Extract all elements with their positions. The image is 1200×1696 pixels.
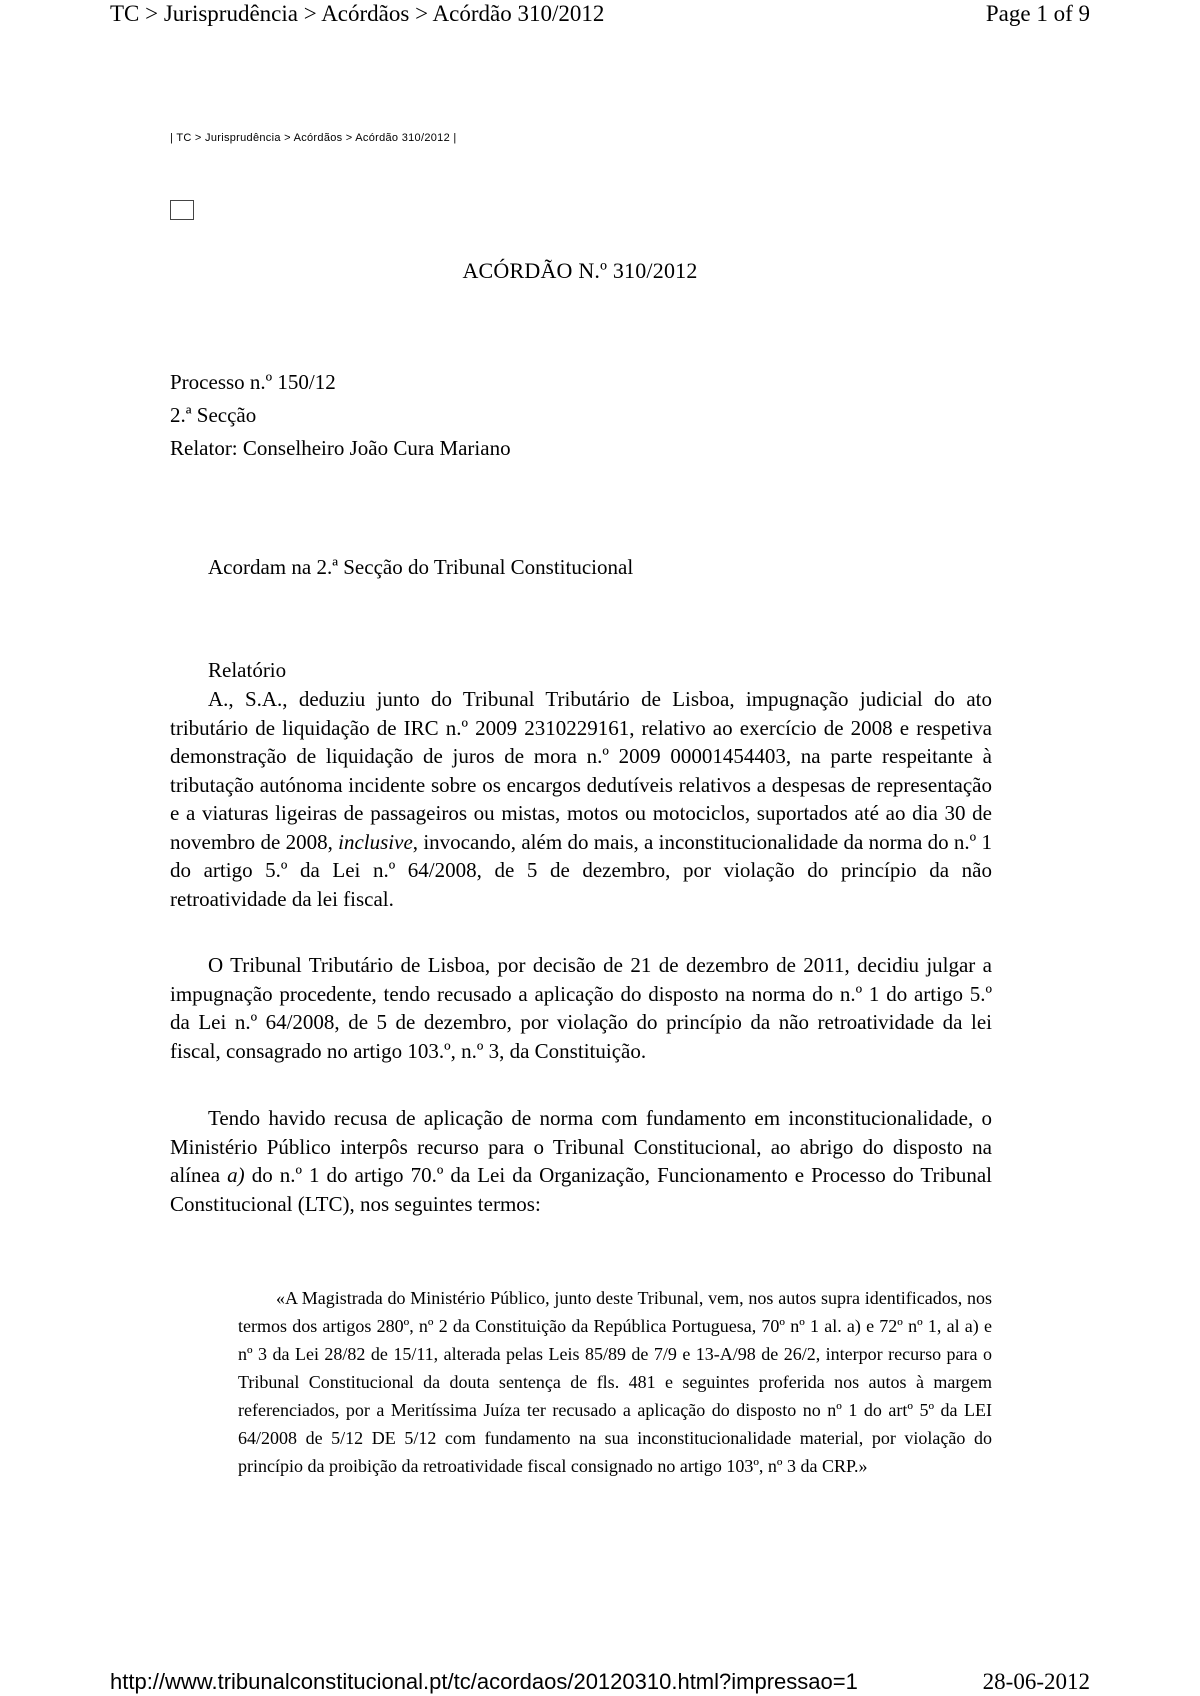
print-footer-url: http://www.tribunalconstitucional.pt/tc/acordaos/20120310.html?impressao=1 xyxy=(110,1669,858,1694)
paragraph-1-text-a: A., S.A., deduziu junto do Tribunal Tributário de Lisboa, impugnação judicial do ato tributário de liquidação de IRC n.º 2009 2310229161, relativo ao exercício de 2008 e respetiva demonstração de liquidação de juros de mora n.º 2009 00001454403, na parte respeitante à tributação autónoma incidente sobre os encargos dedutíveis relativos a despesas de representação e a viaturas ligeiras de passageiros ou mistas, motos ou motociclos, suportados até ao dia 30 de novembro de 2008, xyxy=(170,687,992,854)
section: 2.ª Secção xyxy=(170,403,257,427)
quoted-appeal: «A Magistrada do Ministério Público, junto deste Tribunal, vem, nos autos supra identificados, nos termos dos artigos 280º, nº 2 da Constituição da República Portuguesa, 70º nº 1 al. a) e 72º nº 1, al a) e nº 3 da Lei 28/82 de 15/11, alterada pelas Leis 85/89 de 7/9 e 13-A/98 de 26/2, interpor recurso para o Tribunal Constitucional da douta sentença de fls. 481 e seguintes proferida nos autos à margem referenciados, por a Meritíssima Juíza ter recusado a aplicação do disposto no nº 1 do artº 5º da LEI 64/2008 de 5/12 DE 5/12 com fundamento na sua inconstitucionalidade material, por violação do princípio da proibição da retroatividade fiscal consignado no artigo 103º, nº 3 da CRP.» xyxy=(238,1288,992,1476)
paragraph-1-italic: inclusive xyxy=(338,829,413,854)
intro-line: Acordam na 2.ª Secção do Tribunal Constitucional xyxy=(208,555,634,579)
paragraph-1-text-b: , invocando, além do mais, a inconstitucionalidade da norma do n.º 1 do artigo 5.º da Lei n.º 64/2008, de 5 de dezembro, por violação do princípio da não retroatividade da lei fiscal. xyxy=(170,829,992,911)
process-number: Processo n.º 150/12 xyxy=(170,370,336,394)
rapporteur: Relator: Conselheiro João Cura Mariano xyxy=(170,436,511,460)
page-title: ACÓRDÃO N.º 310/2012 xyxy=(462,258,698,283)
paragraph-3-italic: a) xyxy=(227,1163,245,1187)
broken-image-icon xyxy=(170,200,194,220)
paragraph-3-text-b: do n.º 1 do artigo 70.º da Lei da Organização, Funcionamento e Processo do Tribunal Constitucional (LTC), nos seguintes termos: xyxy=(170,1163,992,1216)
breadcrumb[interactable] xyxy=(170,132,457,144)
print-header xyxy=(110,0,1090,30)
print-footer xyxy=(110,1666,1090,1696)
case-metadata xyxy=(170,366,511,465)
paragraph-1 xyxy=(170,685,992,913)
print-header-breadcrumb: TC > Jurisprudência > Acórdãos > Acórdão 310/2012 xyxy=(110,1,605,26)
paragraph-3-text-a: Tendo havido recusa de aplicação de norma com fundamento em inconstitucionalidade, o Ministério Público interpôs recurso para o Tribunal Constitucional, ao abrigo do disposto na alínea xyxy=(170,1106,992,1187)
paragraph-2: O Tribunal Tributário de Lisboa, por decisão de 21 de dezembro de 2011, decidiu julgar a impugnação procedente, tendo recusado a aplicação do disposto na norma do n.º 1 do artigo 5.º da Lei n.º 64/2008, de 5 de dezembro, por violação do princípio da não retroatividade da lei fiscal, consagrado no artigo 103.º, n.º 3, da Constituição. xyxy=(170,953,992,1063)
print-footer-date: 28-06-2012 xyxy=(982,1669,1090,1694)
print-header-page-number: Page 1 of 9 xyxy=(985,1,1090,26)
breadcrumb-text[interactable]: | TC > Jurisprudência > Acórdãos > Acórdão 310/2012 | xyxy=(170,132,457,144)
report-heading: Relatório xyxy=(208,658,287,682)
paragraph-3 xyxy=(170,1104,992,1218)
